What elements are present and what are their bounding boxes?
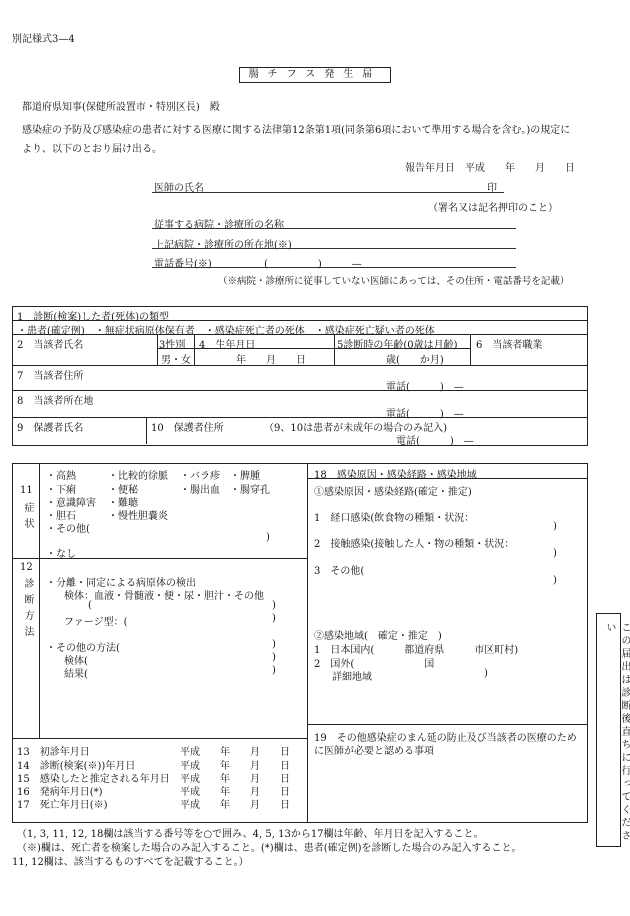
case-type-options[interactable]: ・患者(確定例) ・無症状病原体保有者 ・感染症死亡者の死体 ・感染症死亡疑い者の死体	[17, 326, 435, 337]
region-detail[interactable]: 詳細地域	[332, 672, 372, 683]
phage-type[interactable]: ファージ型：(	[64, 617, 128, 628]
intro-line-1: 感染症の予防及び感染症の患者に対する医療に関する法律第12条第1項(同条第6項において準用する場合を含む。)の規定に	[22, 125, 571, 136]
doctor-name-label: 医師の氏名	[154, 183, 204, 194]
form-title: 腸チフス発生届	[239, 67, 391, 83]
item-4-label: 4 生年月日	[199, 340, 256, 351]
item-16-label: 16 発病年月日(*)	[17, 787, 103, 798]
patient-phone[interactable]: 電話( ) —	[386, 382, 464, 393]
note-2: （※)欄は、死亡者を検案した場合のみ記入すること。(*)欄は、患者(確定例)を診断した場合のみ記入すること。	[17, 843, 522, 854]
item-14-label: 14 診断(検案(※))年月日	[17, 761, 136, 772]
item-14-date[interactable]: 平成 年 月 日	[180, 761, 290, 772]
symptom[interactable]: ・難聴	[108, 498, 138, 509]
other-result-close: )	[272, 665, 276, 676]
item-12-number: 12	[20, 562, 33, 573]
region-abroad[interactable]: 2 国外( 国	[314, 659, 435, 670]
doctor-name-field[interactable]	[152, 192, 504, 193]
phone-paren: ( ) —	[264, 259, 362, 270]
header-footnote: （※病院・診療所に従事していない医師にあっては、その住所・電話番号を記載）	[218, 276, 570, 287]
route-contact[interactable]: 2 接触感染(接触した人・物の種類・状況：	[314, 539, 515, 550]
form-number: 別記様式3—4	[12, 34, 75, 45]
item-19-label-line2: に医師が必要と認める事項	[314, 746, 434, 757]
location-phone[interactable]: 電話( ) —	[386, 409, 464, 420]
symptom[interactable]: ・バラ疹	[180, 471, 220, 482]
item-10-label: 10 保護者住所	[151, 423, 224, 434]
other-result[interactable]: 結果(	[64, 669, 88, 680]
route-other-close: )	[553, 575, 557, 586]
phone-field[interactable]	[152, 267, 516, 268]
hospital-address-field[interactable]	[152, 248, 516, 249]
region-detail-close: )	[484, 668, 488, 679]
item-8-label: 8 当該者所在地	[17, 396, 94, 407]
symptom[interactable]: ・下痢	[46, 485, 76, 496]
route-other[interactable]: 3 その他(	[314, 566, 365, 577]
intro-line-2: より、以下のとおり届け出る。	[22, 144, 162, 155]
item-3-label: 3性別	[159, 340, 186, 351]
phage-type-close: )	[272, 613, 276, 624]
symptom[interactable]: ・便秘	[108, 485, 138, 496]
symptom[interactable]: ・脾腫	[230, 471, 260, 482]
symptom[interactable]: ・意識障害	[46, 498, 96, 509]
route-contact-close: )	[553, 548, 557, 559]
hospital-address-label: 上記病院・診療所の所在地(※)	[154, 240, 292, 251]
age-field[interactable]: 歳( か月)	[386, 355, 444, 366]
item-13-label: 13 初診年月日	[17, 747, 90, 758]
symptom-other-close: )	[266, 532, 270, 543]
method-other[interactable]: ・その他の方法(	[46, 643, 120, 654]
item-15-label: 15 感染したと推定される年月日	[17, 774, 170, 785]
item-11-label: 症状	[22, 502, 33, 534]
route-oral[interactable]: 1 経口感染(飲食物の種類・状況：	[314, 513, 475, 524]
symptom[interactable]: ・高熱	[46, 471, 76, 482]
item-16-date[interactable]: 平成 年 月 日	[180, 787, 290, 798]
item-9-label: 9 保護者氏名	[17, 423, 84, 434]
method-other-close: )	[272, 639, 276, 650]
item-1-label: 1 診断(検案)した者(死体)の類型	[17, 312, 169, 323]
hospital-name-label: 従事する病院・診療所の名称	[154, 220, 284, 231]
specimen-open: (	[88, 600, 92, 611]
signature-note: （署名又は記名押印のこと）	[428, 203, 558, 214]
phone-label: 電話番号(※)	[154, 259, 212, 270]
symptom-other[interactable]: ・その他(	[46, 524, 90, 535]
seal-mark: 印	[487, 183, 497, 194]
item-18-label: 18 感染原因・感染経路・感染地域	[314, 470, 477, 481]
symptom[interactable]: ・慢性胆嚢炎	[108, 511, 168, 522]
method-isolation[interactable]: ・分離・同定による病原体の検出	[46, 578, 196, 589]
birth-date-field[interactable]: 年 月 日	[236, 355, 306, 366]
route-oral-close: )	[553, 521, 557, 532]
side-instruction-box	[596, 613, 630, 847]
item-2-label: 2 当該者氏名	[17, 340, 84, 351]
item-12-label: 診断方法	[22, 578, 33, 642]
infection-region-header[interactable]: ②感染地域( 確定・推定 )	[314, 631, 442, 642]
sex-options[interactable]: 男・女	[161, 355, 191, 366]
item-10-note: （9、10は患者が未成年の場合のみ記入)	[264, 423, 447, 434]
other-specimen-close: )	[272, 652, 276, 663]
specimen-types[interactable]: 検体：血液・骨髄液・便・尿・胆汁・その他	[64, 591, 264, 602]
item-7-label: 7 当該者住所	[17, 371, 84, 382]
report-date[interactable]: 報告年月日 平成 年 月 日	[405, 163, 575, 174]
item-19-label-line1: 19 その他感染症のまん延の防止及び当該者の医療のため	[314, 733, 577, 744]
item-17-date[interactable]: 平成 年 月 日	[180, 800, 290, 811]
note-1: （1, 3, 11, 12, 18欄は該当する番号等を○で囲み、4, 5, 13から17欄は年齢、年月日を記入すること。	[17, 829, 484, 840]
symptom-none[interactable]: ・なし	[46, 549, 76, 560]
item-15-date[interactable]: 平成 年 月 日	[180, 774, 290, 785]
note-3: 11, 12欄は、該当するものすべてを記載すること。）	[12, 857, 249, 868]
item-5-label: 5診断時の年齢(0歳は月齢)	[337, 340, 458, 351]
side-instruction: この届出は診断後直ちに行ってください	[604, 622, 630, 843]
hospital-name-field[interactable]	[152, 228, 516, 229]
addressee: 都道府県知事(保健所設置市・特別区長) 殿	[22, 102, 220, 113]
item-13-date[interactable]: 平成 年 月 日	[180, 747, 290, 758]
symptom[interactable]: ・腸出血	[180, 485, 220, 496]
guardian-phone[interactable]: 電話( ) —	[396, 436, 474, 447]
symptom[interactable]: ・腸穿孔	[230, 485, 270, 496]
symptom[interactable]: ・比較的徐脈	[108, 471, 168, 482]
symptom[interactable]: ・胆石	[46, 511, 76, 522]
item-6-label: 6 当該者職業	[476, 340, 543, 351]
infection-route-header[interactable]: ①感染原因・感染経路(確定・推定)	[314, 487, 472, 498]
item-11-number: 11	[20, 485, 33, 496]
region-domestic[interactable]: 1 日本国内( 都道府県 市区町村)	[314, 645, 519, 656]
item-17-label: 17 死亡年月日(※)	[17, 800, 108, 811]
other-specimen[interactable]: 検体(	[64, 656, 88, 667]
specimen-close: )	[272, 600, 276, 611]
